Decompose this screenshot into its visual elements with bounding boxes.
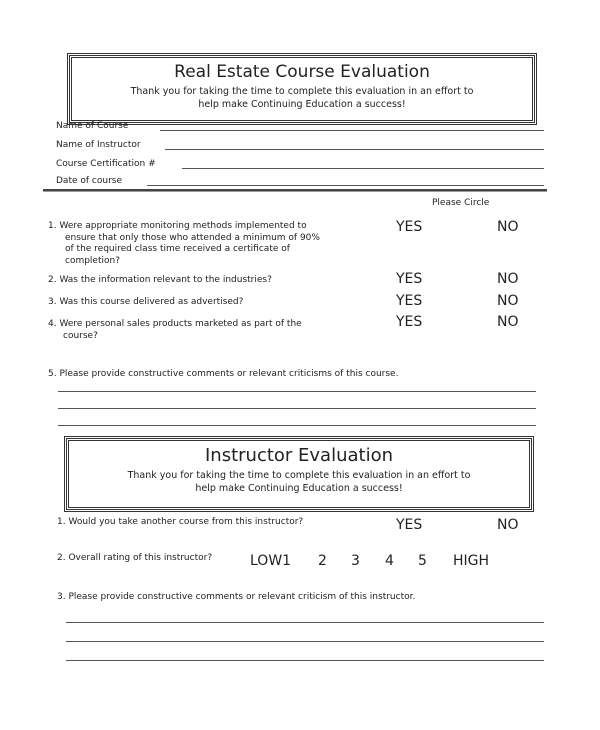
question-number: 1. (48, 221, 57, 231)
q1-no[interactable]: NO (497, 219, 519, 235)
instructor-comment-prompt: 3. Please provide constructive comments or relevant criticism of this instructor. (57, 592, 416, 602)
course-title: Real Estate Course Evaluation (174, 62, 430, 82)
instructor-comment-line[interactable] (66, 641, 544, 642)
course-subtitle-2: help make Continuing Education a success! (198, 99, 406, 110)
q1-yes[interactable]: YES (396, 219, 423, 235)
course-comment-line[interactable] (58, 408, 536, 409)
label-name-of-course: Name of Course (56, 121, 129, 131)
question-number: 2. (48, 275, 57, 285)
rating-2[interactable]: 2 (318, 553, 327, 569)
question-text: completion? (65, 255, 120, 266)
label-name-of-instructor: Name of Instructor (56, 140, 141, 150)
question-2 (48, 275, 272, 287)
instructor-title: Instructor Evaluation (204, 445, 394, 466)
course-comment-line[interactable] (58, 391, 536, 392)
please-circle-label: Please Circle (432, 198, 490, 208)
rating-3[interactable]: 3 (351, 553, 360, 569)
q2-no[interactable]: NO (497, 271, 519, 287)
iq1-no[interactable]: NO (497, 517, 519, 533)
question-text: course? (63, 330, 98, 341)
field-date-of-course[interactable] (147, 185, 544, 186)
rating-5[interactable]: 5 (418, 553, 427, 569)
iq1-yes[interactable]: YES (396, 517, 423, 533)
q4-yes[interactable]: YES (396, 314, 423, 330)
question-text: ensure that only those who attended a minimum of 90% (65, 232, 320, 243)
instructor-header-box (66, 438, 532, 510)
instructor-subtitle-2: help make Continuing Education a success! (195, 483, 403, 494)
question-text: Was this course delivered as advertised? (59, 297, 244, 307)
q3-yes[interactable]: YES (396, 293, 423, 309)
rating-low1[interactable]: LOW1 (250, 553, 292, 569)
question-number: 3. (48, 297, 57, 307)
q2-yes[interactable]: YES (396, 271, 423, 287)
field-certification[interactable] (182, 168, 544, 169)
course-comment-line[interactable] (58, 425, 536, 426)
rating-4[interactable]: 4 (385, 553, 394, 569)
course-subtitle-1: Thank you for taking the time to complete this evaluation in an effort to (130, 86, 474, 97)
divider (43, 189, 547, 192)
q3-no[interactable]: NO (497, 293, 519, 309)
question-4 (48, 319, 302, 342)
q4-no[interactable]: NO (497, 314, 519, 330)
label-certification: Course Certification # (56, 159, 156, 169)
instructor-subtitle-1: Thank you for taking the time to complete this evaluation in an effort to (127, 470, 471, 481)
question-text: Were personal sales products marketed as part of the (59, 319, 302, 329)
course-comment-prompt: 5. Please provide constructive comments or relevant criticisms of this course. (48, 369, 399, 379)
field-name-of-course[interactable] (160, 130, 544, 131)
rating-high[interactable]: HIGH (453, 553, 490, 569)
course-header-box (69, 55, 535, 123)
instructor-question-1: 1. Would you take another course from this instructor? (57, 517, 304, 527)
instructor-comment-line[interactable] (66, 660, 544, 661)
question-3 (48, 297, 243, 309)
label-date-of-course: Date of course (56, 176, 122, 186)
question-text: Were appropriate monitoring methods implemented to (59, 221, 307, 231)
question-1 (48, 221, 320, 267)
instructor-question-2: 2. Overall rating of this instructor? (57, 553, 213, 563)
question-number: 4. (48, 319, 57, 329)
question-text: Was the information relevant to the industries? (59, 275, 272, 285)
field-name-of-instructor[interactable] (165, 149, 544, 150)
instructor-comment-line[interactable] (66, 622, 544, 623)
question-text: of the required class time received a certificate of (65, 244, 290, 254)
